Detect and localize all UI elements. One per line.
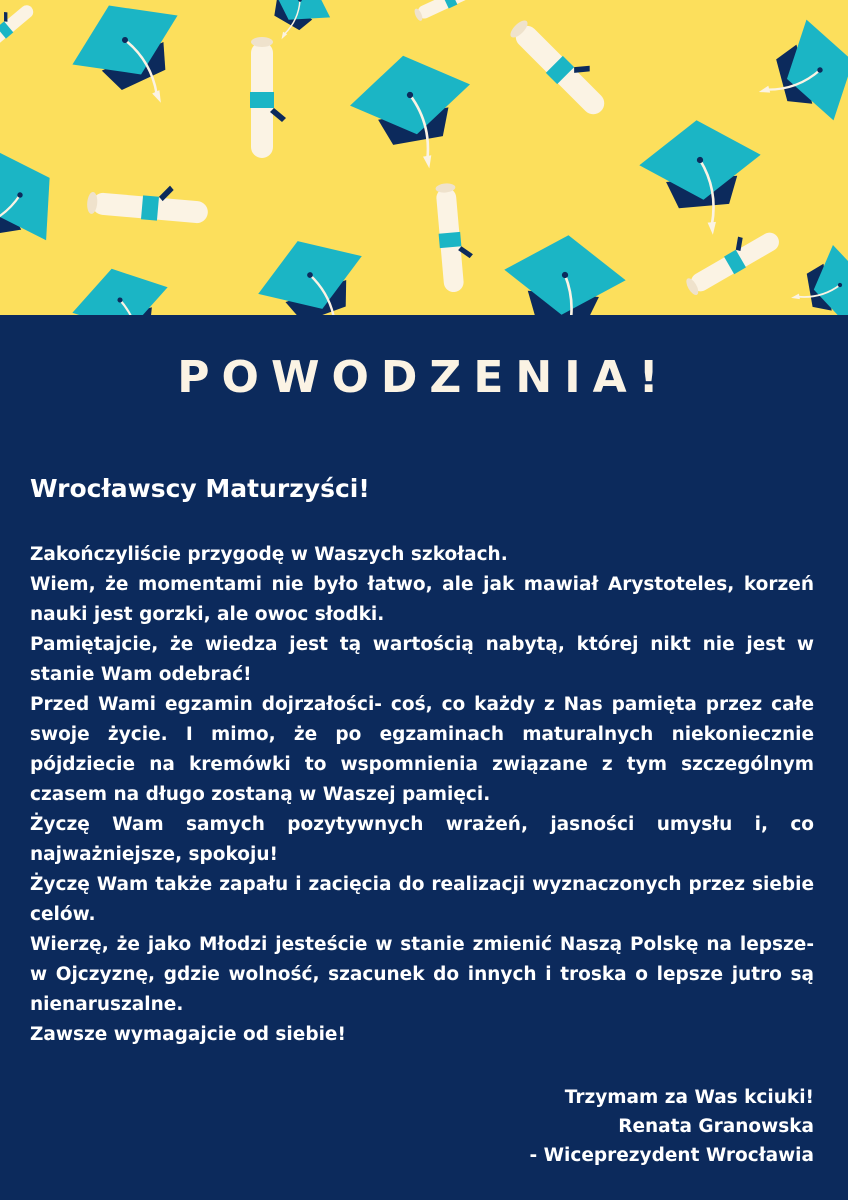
- diploma-scroll-icon: [250, 37, 286, 158]
- graduation-cap-icon: [343, 45, 483, 180]
- paragraph: Pamiętajcie, że wiedza jest tą wartością nabytą, której nikt nie jest w stanie Wam odebrać!: [30, 634, 814, 685]
- paragraph: Zawsze wymagajcie od siebie!: [30, 1024, 346, 1045]
- page-title: POWODZENIA!: [177, 352, 671, 403]
- graduation-banner: [0, 0, 848, 315]
- diploma-scroll-icon: [410, 0, 485, 23]
- signature-closing: Trzymam za Was kciuki!: [564, 1087, 814, 1108]
- graduation-cap-icon: [744, 11, 848, 137]
- graduation-cap-icon: [636, 115, 767, 241]
- signature: [529, 1083, 814, 1170]
- graduation-cap-icon: [783, 240, 848, 315]
- graduation-cap-icon: [64, 256, 183, 315]
- paragraph: Wiem, że momentami nie było łatwo, ale jak mawiał Arystoteles, korzeń nauki jest gorzki, ale owoc słodki.: [30, 574, 814, 625]
- banner-illustration: [0, 0, 848, 315]
- paragraph: Przed Wami egzamin dojrzałości- coś, co każdy z Nas pamięta przez całe swoje życie. I mimo, że po egzaminach maturalnych niekoniecznie pójdziecie na kremówki to wspomnienia związane z tym szczególnym czasem na długo zostaną w Waszej pamięci.: [30, 694, 814, 805]
- greeting: Wrocławscy Maturzyści!: [30, 474, 370, 503]
- letter-body: [30, 540, 814, 1050]
- graduation-cap-icon: [0, 133, 76, 273]
- diploma-scroll-icon: [434, 182, 476, 293]
- graduation-cap-icon: [56, 0, 208, 130]
- diploma-scroll-icon: [86, 179, 210, 225]
- signature-role: - Wiceprezydent Wrocławia: [529, 1145, 814, 1166]
- graduation-cap-icon: [498, 230, 629, 315]
- paragraph: Życzę Wam samych pozytywnych wrażeń, jasności umysłu i, co najważniejsze, spokoju!: [30, 814, 814, 865]
- diploma-scroll-icon: [678, 220, 782, 298]
- paragraph: Życzę Wam także zapału i zacięcia do realizacji wyznaczonych przez siebie celów.: [30, 874, 814, 925]
- paragraph: Wierzę, że jako Młodzi jesteście w stanie zmienić Naszą Polskę na lepsze- w Ojczyznę, gdzie wolność, szacunek do innych i troska o lepsze jutro są nienaruszalne.: [30, 934, 814, 1015]
- diploma-scroll-icon: [0, 0, 36, 60]
- paragraph: Zakończyliście przygodę w Waszych szkołach.: [30, 544, 508, 565]
- graduation-cap-icon: [246, 222, 385, 315]
- diploma-scroll-icon: [507, 8, 618, 119]
- signature-name: Renata Granowska: [618, 1116, 814, 1137]
